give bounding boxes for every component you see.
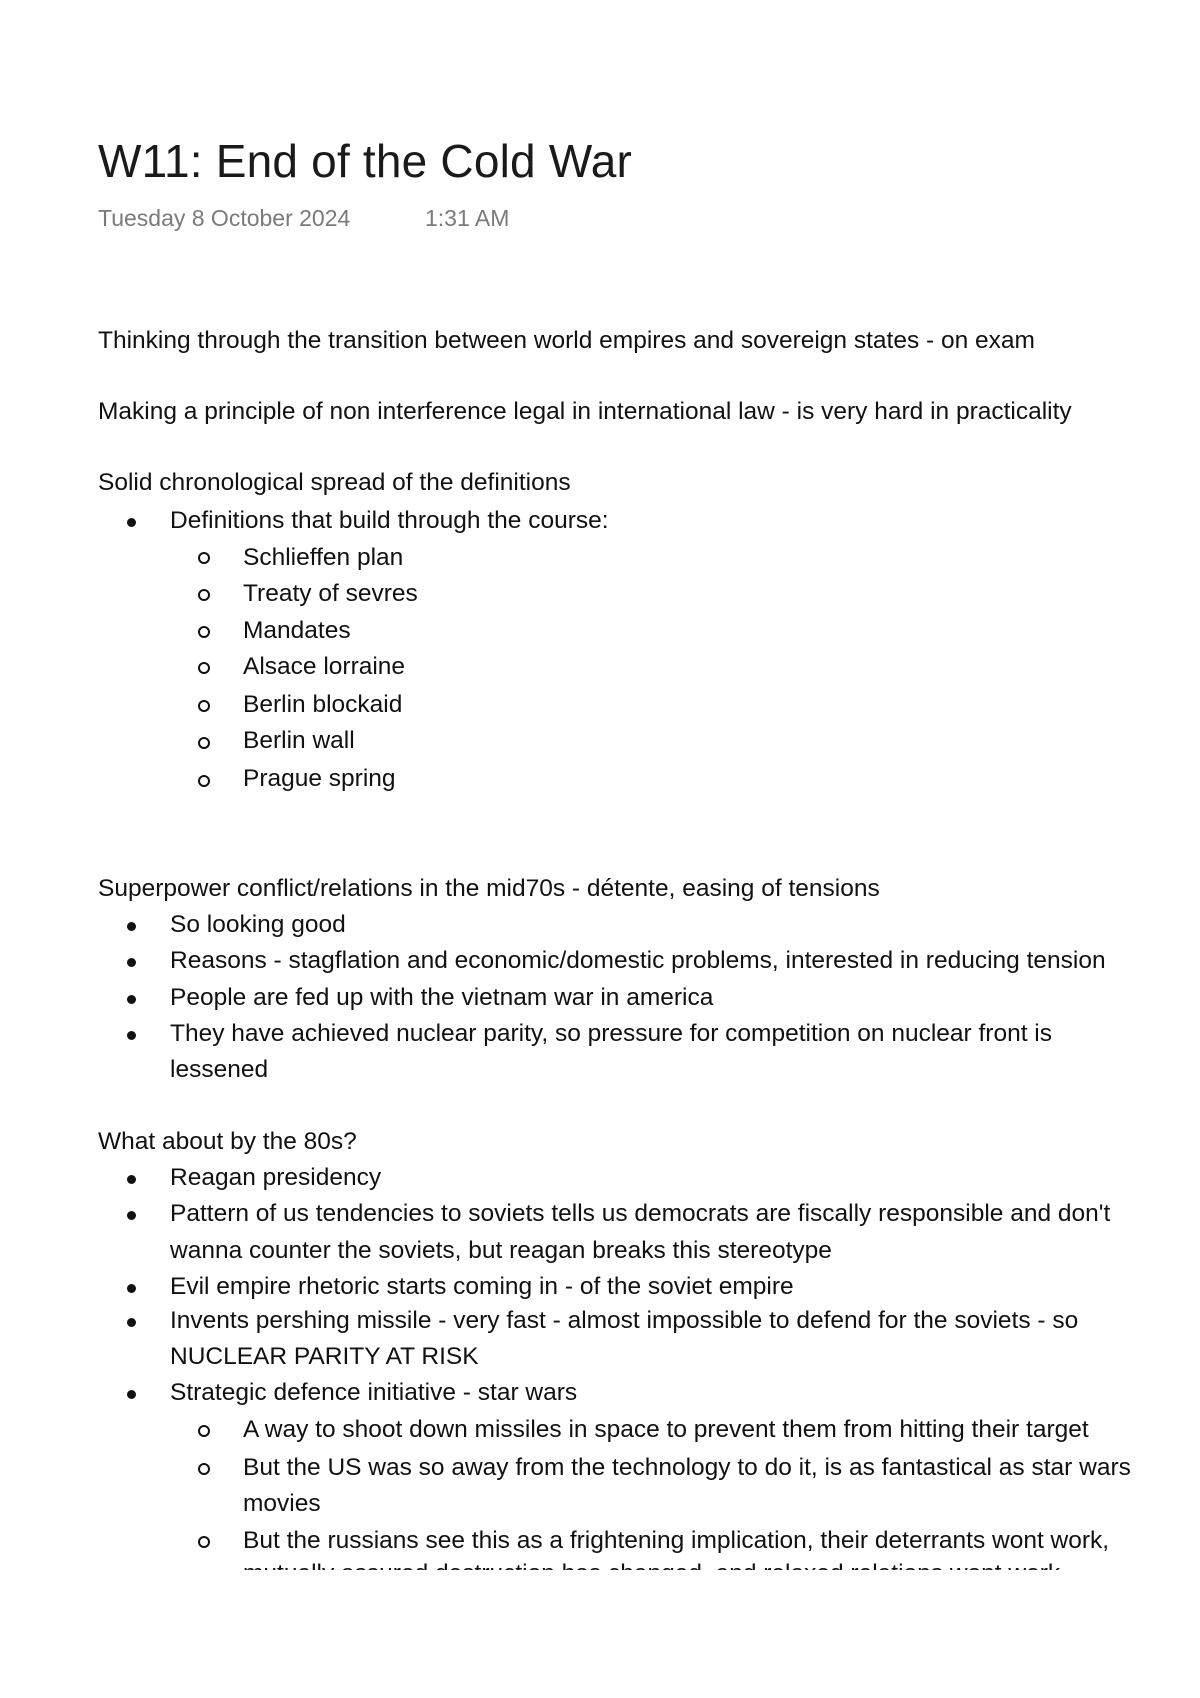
- definition-item: Berlin blockaid: [243, 691, 403, 718]
- paragraph-non-interference: Making a principle of non interference legal in international law - is very hard in practicality: [98, 398, 1072, 425]
- definition-item: Mandates: [243, 617, 351, 644]
- paragraph-exam-note: Thinking through the transition between world empires and sovereign states - on exam: [98, 327, 1035, 354]
- bullet-icon: [127, 995, 136, 1004]
- bullet-icon: [127, 922, 136, 931]
- page-clip-band: [0, 1570, 1200, 1698]
- paragraph-mid70s: Superpower conflict/relations in the mid70s - détente, easing of tensions: [98, 875, 880, 902]
- circle-bullet-icon: [198, 1536, 210, 1548]
- list-item: They have achieved nuclear parity, so pressure for competition on nuclear front is: [170, 1020, 1052, 1047]
- list-item-continuation: wanna counter the soviets, but reagan breaks this stereotype: [170, 1237, 832, 1264]
- list-item: Reasons - stagflation and economic/domestic problems, interested in reducing tension: [170, 947, 1106, 974]
- page-title: W11: End of the Cold War: [98, 135, 633, 187]
- note-time: 1:31 AM: [425, 205, 510, 231]
- definition-item: Treaty of sevres: [243, 580, 418, 607]
- list-item: Definitions that build through the course:: [170, 507, 609, 534]
- list-item: Evil empire rhetoric starts coming in - of the soviet empire: [170, 1273, 794, 1300]
- circle-bullet-icon: [198, 737, 210, 749]
- sub-list-item-continuation: movies: [243, 1490, 321, 1517]
- paragraph-80s: What about by the 80s?: [98, 1128, 357, 1155]
- circle-bullet-icon: [198, 552, 210, 564]
- circle-bullet-icon: [198, 662, 210, 674]
- bullet-icon: [127, 1390, 136, 1399]
- list-item: Strategic defence initiative - star wars: [170, 1379, 578, 1406]
- definition-item: Berlin wall: [243, 727, 355, 754]
- circle-bullet-icon: [198, 1425, 210, 1437]
- definition-item: Prague spring: [243, 765, 396, 792]
- definition-item: Schlieffen plan: [243, 544, 404, 571]
- sub-list-item: A way to shoot down missiles in space to prevent them from hitting their target: [243, 1416, 1089, 1443]
- paragraph-chronology: Solid chronological spread of the definitions: [98, 469, 571, 496]
- list-item: Reagan presidency: [170, 1164, 382, 1191]
- list-item: People are fed up with the vietnam war in america: [170, 984, 714, 1011]
- circle-bullet-icon: [198, 626, 210, 638]
- list-item: So looking good: [170, 911, 346, 938]
- bullet-icon: [127, 1318, 136, 1327]
- list-item-continuation: lessened: [170, 1056, 269, 1083]
- circle-bullet-icon: [198, 775, 210, 787]
- sub-list-item: But the russians see this as a frightening implication, their deterrants wont work,: [243, 1527, 1110, 1554]
- list-item: Pattern of us tendencies to soviets tells us democrats are fiscally responsible and don't: [170, 1200, 1111, 1227]
- list-item-continuation: NUCLEAR PARITY AT RISK: [170, 1343, 479, 1370]
- circle-bullet-icon: [198, 589, 210, 601]
- sub-list-item: But the US was so away from the technology to do it, is as fantastical as star wars: [243, 1454, 1131, 1481]
- list-item: Invents pershing missile - very fast - almost impossible to defend for the soviets - so: [170, 1307, 1079, 1334]
- bullet-icon: [127, 1284, 136, 1293]
- circle-bullet-icon: [198, 700, 210, 712]
- bullet-icon: [127, 1211, 136, 1220]
- circle-bullet-icon: [198, 1463, 210, 1475]
- note-date: Tuesday 8 October 2024: [98, 205, 351, 231]
- bullet-icon: [127, 1175, 136, 1184]
- bullet-icon: [127, 518, 136, 527]
- bullet-icon: [127, 1031, 136, 1040]
- bullet-icon: [127, 958, 136, 967]
- definition-item: Alsace lorraine: [243, 653, 406, 680]
